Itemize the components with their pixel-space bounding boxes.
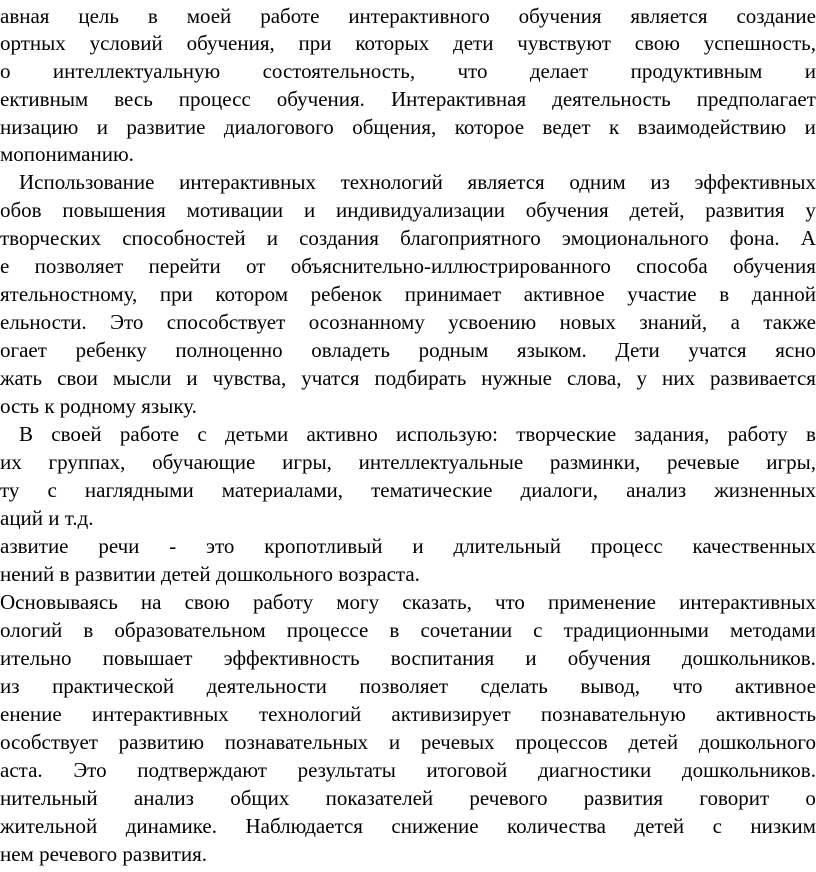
word: развитие [126, 115, 206, 139]
word: азвитие [0, 534, 69, 558]
word: мотивации [186, 198, 284, 222]
word: интерактивного [348, 4, 490, 28]
word: А [800, 226, 816, 250]
word: при [159, 282, 193, 306]
text-line-13 [0, 337, 816, 364]
word: динамике. [125, 814, 217, 838]
word: интерактивных [91, 702, 229, 726]
word: у [805, 198, 816, 222]
word: моей [186, 4, 232, 28]
text-line-31 [0, 841, 207, 868]
word: индивидуализации [335, 198, 505, 222]
word: енение [0, 702, 62, 726]
word: технологий [340, 170, 443, 194]
text-line-6 [0, 141, 134, 168]
word: свои [57, 366, 98, 390]
word: с [533, 618, 543, 642]
word: с [197, 422, 207, 446]
text-line-10 [0, 253, 816, 280]
word: повышения [62, 198, 166, 222]
word: дошкольного [698, 730, 816, 754]
word: сказать, [402, 590, 472, 614]
word: мысли [112, 366, 172, 390]
word: общения, [352, 115, 437, 139]
word: объяснительно-иллюстрированного [290, 254, 611, 278]
word: языком. [516, 338, 587, 362]
word: условий [89, 31, 163, 55]
word: жизненных [714, 478, 816, 502]
word: работе [260, 4, 320, 28]
word: подбирать [374, 366, 467, 390]
word: слова, [566, 366, 622, 390]
word: - [169, 534, 177, 558]
word: процессов [515, 730, 608, 754]
word: обучающие [152, 450, 256, 474]
word: родным [418, 338, 489, 362]
text-line-16 [19, 421, 816, 448]
word: ребенку [75, 338, 147, 362]
word: активность [716, 702, 816, 726]
word: длительный [453, 534, 561, 558]
text-line-25 [0, 673, 816, 700]
word: благоприятного [400, 226, 541, 250]
word: знаний, [639, 310, 708, 334]
word: материалами, [221, 478, 344, 502]
word: могу [336, 590, 380, 614]
word: нительный [0, 786, 98, 810]
word: эффективных [694, 170, 816, 194]
word: обучения [525, 198, 609, 222]
word: диалоги, [520, 478, 599, 502]
text-line-2 [0, 30, 816, 57]
word: Основываясь [0, 590, 118, 614]
word: является [467, 170, 545, 194]
word: свою [634, 31, 680, 55]
word: обучения [567, 646, 651, 670]
word: практической [52, 674, 175, 698]
word: дошкольников. [681, 646, 816, 670]
text-line-6-content: мопониманию. [0, 142, 134, 166]
word: состоятельность, [262, 59, 416, 83]
word: является [630, 4, 708, 28]
word: технологий [258, 702, 362, 726]
word: методами [729, 618, 816, 642]
word: использую: [396, 422, 498, 446]
word: жать [0, 366, 43, 390]
word: новых [559, 310, 616, 334]
word: общих [230, 786, 290, 810]
word: процесс [590, 534, 663, 558]
word: тематические [371, 478, 493, 502]
word: сочетании [420, 618, 513, 642]
word: с [47, 478, 57, 502]
word: чувствуют [517, 31, 611, 55]
text-line-29 [0, 785, 816, 812]
word: и [266, 226, 278, 250]
word: наглядными [84, 478, 194, 502]
word: полноценно [175, 338, 283, 362]
word: о [0, 59, 11, 83]
word: детей [634, 814, 685, 838]
word: создание [736, 4, 816, 28]
word: работу [252, 590, 314, 614]
word: данной [751, 282, 816, 306]
word: активное [523, 282, 605, 306]
text-line-3 [0, 58, 816, 85]
word: ортных [0, 31, 66, 55]
text-line-4 [0, 86, 816, 113]
word: обучения [518, 4, 602, 28]
word: Это [73, 758, 107, 782]
word: детей [628, 730, 679, 754]
word: в [147, 4, 158, 28]
word: развивается [710, 366, 816, 390]
word: взаимодействию [637, 115, 787, 139]
word: задания, [634, 422, 710, 446]
word: и [804, 115, 816, 139]
word: и [303, 198, 316, 222]
word: группах, [48, 450, 126, 474]
word: говорит [699, 786, 770, 810]
word: и [388, 730, 401, 754]
word: процесс [178, 87, 251, 111]
word: учатся [688, 338, 747, 362]
text-line-21-content: нений в развитии детей дошкольного возраста. [0, 562, 420, 586]
word: ведет [542, 115, 591, 139]
word: применение [548, 590, 656, 614]
text-line-15-content: ость к родному языку. [0, 394, 197, 418]
word: традиционными [563, 618, 709, 642]
word: которое [454, 115, 525, 139]
text-line-24 [0, 645, 816, 672]
word: количества [507, 814, 606, 838]
word: процессе [286, 618, 369, 642]
word: работе [119, 422, 180, 446]
word: интерактивных [179, 170, 316, 194]
text-line-26 [0, 701, 816, 728]
text-line-18 [0, 477, 816, 504]
word: ятельностному, [0, 282, 138, 306]
text-line-11 [0, 281, 816, 308]
word: одним [569, 170, 626, 194]
word: эффективность [223, 646, 360, 670]
word: ительно [0, 646, 72, 670]
text-line-17 [0, 449, 816, 476]
word: анализ [133, 786, 194, 810]
word: речи [98, 534, 140, 558]
text-line-28 [0, 757, 816, 784]
word: творческих [0, 226, 102, 250]
word: активизирует [391, 702, 511, 726]
word: Наблюдается [245, 814, 363, 838]
word: диагностики [537, 758, 652, 782]
word: способствует [166, 310, 286, 334]
word: ективным [0, 87, 89, 111]
word: речевые [666, 450, 740, 474]
word: снижение [391, 814, 479, 838]
text-line-19 [0, 505, 94, 532]
word: ясно [775, 338, 816, 362]
word: огает [0, 338, 47, 362]
word: них [662, 366, 695, 390]
text-line-31-content: нем речевого развития. [0, 842, 207, 866]
word: образовательном [114, 618, 266, 642]
word: успешность, [703, 31, 816, 55]
word: учатся [301, 366, 360, 390]
word: цель [78, 4, 119, 28]
word: позволяет [34, 254, 124, 278]
word: в [719, 282, 730, 306]
word: дети [453, 31, 494, 55]
word: развитию [118, 730, 205, 754]
word: ту [0, 478, 20, 502]
word: овладеть [311, 338, 390, 362]
word: игры, [766, 450, 816, 474]
word: диалогового [223, 115, 334, 139]
word: и [525, 646, 537, 670]
word: которых [355, 31, 430, 55]
word: весь [114, 87, 153, 111]
word: Это [110, 310, 144, 334]
word: особствует [0, 730, 98, 754]
word: анализ [626, 478, 687, 502]
word: о [805, 786, 816, 810]
word: способа [636, 254, 708, 278]
text-line-8 [0, 197, 816, 224]
word: интерактивных [679, 590, 816, 614]
word: участие [627, 282, 697, 306]
word: детей, [629, 198, 685, 222]
word: в [83, 618, 94, 642]
word: обов [0, 198, 42, 222]
word: продуктивным [630, 59, 763, 83]
word: фона. [729, 226, 780, 250]
word: жительной [0, 814, 98, 838]
word: способностей [122, 226, 246, 250]
word: что [457, 59, 488, 83]
word: В [19, 422, 34, 446]
text-line-14 [0, 365, 816, 392]
word: перейти [148, 254, 221, 278]
word: обучения, [186, 31, 275, 55]
word: игры, [282, 450, 332, 474]
word: ологий [0, 618, 63, 642]
word: активно [306, 422, 378, 446]
word: к [609, 115, 620, 139]
word: разминки, [549, 450, 641, 474]
word: это [206, 534, 235, 558]
word: у [636, 366, 647, 390]
word: вывод, [580, 674, 641, 698]
text-line-5 [0, 114, 816, 141]
word: свою [184, 590, 230, 614]
word: низацию [0, 115, 79, 139]
word: принимает [404, 282, 502, 306]
word: ребенок [310, 282, 383, 306]
text-line-21 [0, 561, 420, 588]
word: активное [735, 674, 816, 698]
word: при [298, 31, 332, 55]
word: также [763, 310, 816, 334]
word: сделать [480, 674, 548, 698]
text-line-7 [19, 169, 816, 196]
word: позволяет [359, 674, 448, 698]
word: от [246, 254, 266, 278]
text-line-15 [0, 393, 197, 420]
word: результаты [297, 758, 396, 782]
text-line-23 [0, 617, 816, 644]
word: итоговой [426, 758, 508, 782]
word: эмоционального [561, 226, 709, 250]
word: деятельность [552, 87, 671, 111]
word: а [730, 310, 740, 334]
word: подтверждают [137, 758, 267, 782]
word: показателей [325, 786, 434, 810]
word: усвоению [448, 310, 537, 334]
word: обучения. [276, 87, 365, 111]
word: из [0, 674, 20, 698]
word: и [412, 534, 424, 558]
word: нужные [481, 366, 552, 390]
word: котором [215, 282, 289, 306]
word: предполагает [696, 87, 816, 111]
word: дошкольников. [681, 758, 816, 782]
word: осознанному [308, 310, 425, 334]
word: творческие [516, 422, 617, 446]
word: и [186, 366, 198, 390]
word: авная [0, 4, 50, 28]
word: и [96, 115, 108, 139]
text-line-22 [0, 589, 816, 616]
word: речевых [420, 730, 495, 754]
word: качественных [692, 534, 816, 558]
text-line-19-content: аций и т.д. [0, 506, 94, 530]
word: е [0, 254, 10, 278]
word: аста. [0, 758, 43, 782]
word: речевого [469, 786, 548, 810]
word: и [804, 59, 816, 83]
word: познавательных [224, 730, 369, 754]
word: обучения [733, 254, 816, 278]
word: Дети [615, 338, 660, 362]
word: интеллектуальную [52, 59, 221, 83]
word: развития [583, 786, 664, 810]
word: ельности. [0, 310, 87, 334]
word: в [806, 422, 816, 446]
word: повышает [102, 646, 193, 670]
word: детьми [224, 422, 289, 446]
word: своей [51, 422, 102, 446]
word: чувства, [212, 366, 287, 390]
word: познавательную [540, 702, 686, 726]
text-line-30 [0, 813, 816, 840]
word: деятельности [206, 674, 327, 698]
word: кропотливый [264, 534, 383, 558]
word: Использование [19, 170, 155, 194]
text-line-27 [0, 729, 816, 756]
word: на [140, 590, 162, 614]
word: создания [299, 226, 379, 250]
word: делает [529, 59, 589, 83]
text-line-1 [0, 3, 816, 30]
text-line-12 [0, 309, 816, 336]
word: что [494, 590, 525, 614]
word: что [672, 674, 703, 698]
word: воспитания [390, 646, 495, 670]
word: в [389, 618, 400, 642]
text-line-9 [0, 225, 816, 252]
text-line-20 [0, 533, 816, 560]
word: интеллектуальные [358, 450, 524, 474]
word: развития [705, 198, 785, 222]
word: с [712, 814, 722, 838]
word: из [650, 170, 670, 194]
word: Интерактивная [390, 87, 527, 111]
word: их [0, 450, 22, 474]
word: работу [727, 422, 788, 446]
word: низким [750, 814, 816, 838]
